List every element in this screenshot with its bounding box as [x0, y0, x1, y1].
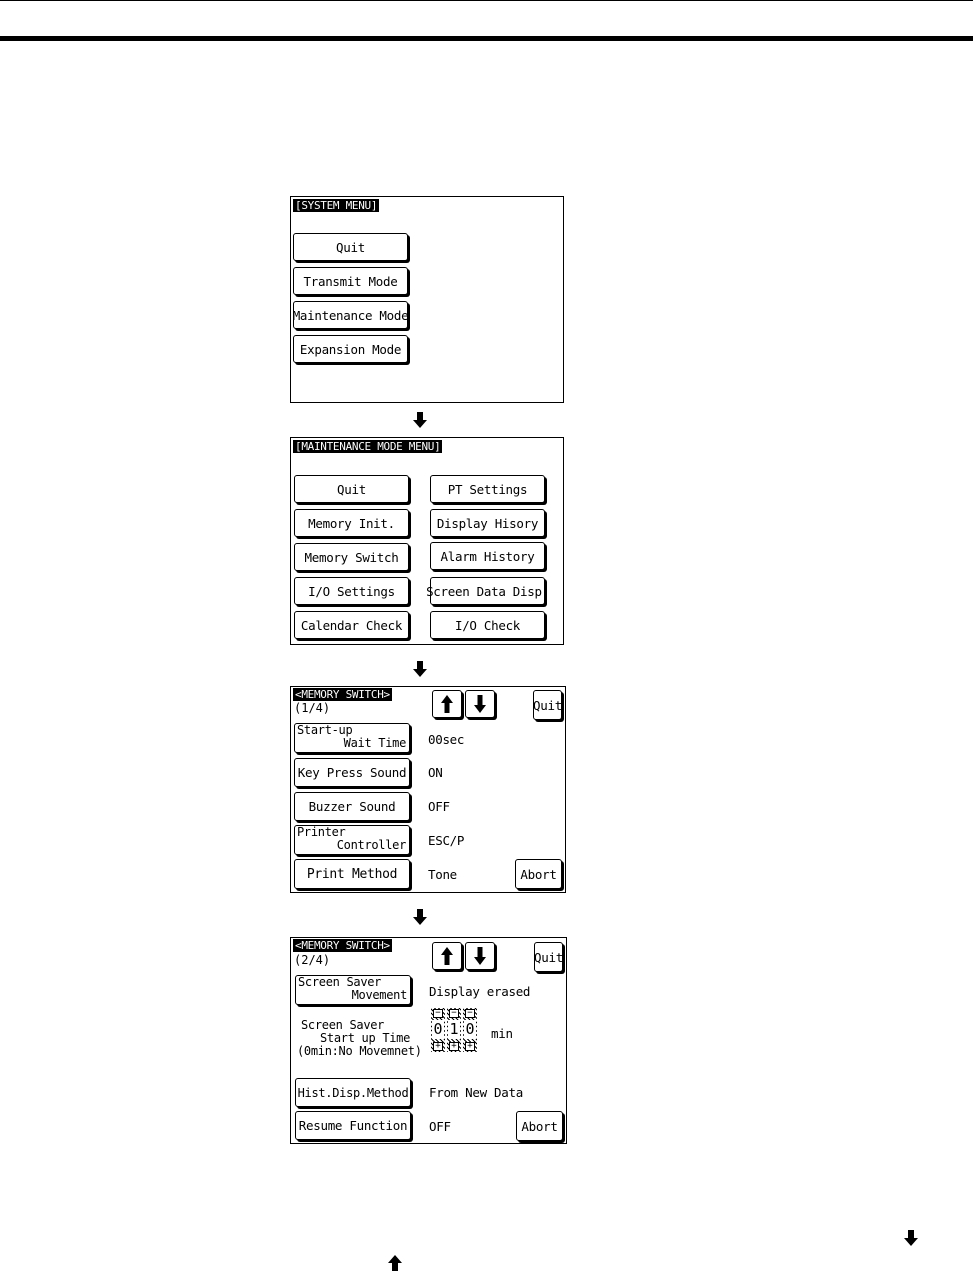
- system-menu-header: [SYSTEM MENU]: [295, 199, 378, 212]
- digit-decrement-button[interactable]: −: [465, 1009, 475, 1018]
- buzzer-sound-button[interactable]: Buzzer Sound: [294, 792, 410, 821]
- digit-column: [447, 1008, 461, 1052]
- printer-controller-button[interactable]: [294, 825, 410, 855]
- resume-function-value: OFF: [429, 1119, 451, 1134]
- pt-settings-button[interactable]: PT Settings: [430, 475, 545, 503]
- page-down-button[interactable]: [465, 942, 495, 970]
- arrow-up-icon: [441, 947, 453, 965]
- transmit-mode-button[interactable]: Transmit Mode: [293, 267, 408, 295]
- digit-increment-button[interactable]: +: [465, 1042, 475, 1051]
- memory-switch-button[interactable]: Memory Switch: [294, 543, 409, 571]
- calendar-check-button[interactable]: Calendar Check: [294, 611, 409, 639]
- key-press-sound-button[interactable]: Key Press Sound: [294, 758, 410, 787]
- arrow-down-icon: [474, 695, 486, 713]
- button-label-line2: Movement: [351, 988, 407, 1002]
- system-menu-screen: [290, 196, 564, 403]
- digit-value: 0: [433, 1020, 443, 1038]
- quit-button[interactable]: Quit: [294, 475, 409, 503]
- io-settings-button[interactable]: I/O Settings: [294, 577, 409, 605]
- start-time-unit: min: [491, 1026, 513, 1041]
- hist-disp-method-button[interactable]: Hist.Disp.Method: [295, 1078, 411, 1107]
- button-label-line2: Wait Time: [343, 736, 406, 750]
- screen-saver-start-label-line1: Screen Saver: [301, 1018, 385, 1032]
- hist-disp-method-value: From New Data: [429, 1085, 523, 1100]
- arrow-up-icon: [441, 695, 453, 713]
- page-indicator: (1/4): [294, 701, 331, 715]
- maintenance-mode-button[interactable]: Maintenance Mode: [293, 301, 408, 329]
- digit-column: [463, 1008, 477, 1052]
- screen-saver-start-label-line2: Start up Time: [320, 1031, 411, 1045]
- button-label-line1: Start-up: [297, 723, 353, 737]
- digit-value: 0: [465, 1020, 475, 1038]
- memory-switch-header: <MEMORY SWITCH>: [295, 939, 390, 952]
- screen-data-disp-button[interactable]: Screen Data Disp.: [430, 577, 545, 605]
- alarm-history-button[interactable]: Alarm History: [430, 542, 545, 570]
- print-method-value: Tone: [428, 867, 457, 882]
- startup-wait-time-value: 00sec: [428, 732, 465, 747]
- flow-arrow-down-icon: [413, 909, 427, 925]
- page-indicator: (2/4): [294, 953, 331, 967]
- screen-saver-movement-button[interactable]: [295, 975, 411, 1005]
- screen-saver-movement-value: Display erased: [429, 984, 531, 999]
- arrow-up-icon: [388, 1255, 402, 1271]
- maintenance-menu-screen: [290, 437, 564, 645]
- quit-button[interactable]: Quit: [534, 942, 563, 972]
- digit-decrement-button[interactable]: −: [433, 1009, 443, 1018]
- arrow-down-icon: [474, 947, 486, 965]
- digit-increment-button[interactable]: +: [433, 1042, 443, 1051]
- top-rule-thick: [0, 36, 973, 41]
- quit-button[interactable]: Quit: [533, 690, 562, 720]
- digit-decrement-button[interactable]: −: [449, 1009, 459, 1018]
- digit-column: [431, 1008, 445, 1052]
- quit-button[interactable]: Quit: [293, 233, 408, 261]
- maintenance-menu-header: [MAINTENANCE MODE MENU]: [295, 440, 441, 453]
- button-label-line1: Printer: [297, 825, 346, 839]
- flow-arrow-down-icon: [413, 412, 427, 428]
- flow-arrow-down-icon: [413, 661, 427, 677]
- button-label-line2: Controller: [336, 838, 406, 852]
- page-up-button[interactable]: [432, 690, 462, 718]
- key-press-sound-value: ON: [428, 765, 443, 780]
- abort-button[interactable]: Abort: [515, 859, 562, 889]
- printer-controller-value: ESC/P: [428, 833, 465, 848]
- io-check-button[interactable]: I/O Check: [430, 611, 545, 639]
- memory-switch-header: <MEMORY SWITCH>: [295, 688, 390, 701]
- page-down-button[interactable]: [465, 690, 495, 718]
- buzzer-sound-value: OFF: [428, 799, 450, 814]
- resume-function-button[interactable]: Resume Function: [295, 1111, 411, 1140]
- memory-switch-page2-screen: [290, 937, 567, 1144]
- expansion-mode-button[interactable]: Expansion Mode: [293, 335, 408, 363]
- top-rule-thin: [0, 0, 973, 1]
- print-method-button[interactable]: Print Method: [294, 859, 410, 889]
- display-history-button[interactable]: Display Hisory: [430, 509, 545, 537]
- digit-value: 1: [449, 1020, 459, 1038]
- memory-switch-page1-screen: [290, 686, 566, 893]
- memory-init-button[interactable]: Memory Init.: [294, 509, 409, 537]
- button-label-line1: Screen Saver: [298, 975, 382, 989]
- arrow-down-icon: [904, 1230, 918, 1246]
- digit-increment-button[interactable]: +: [449, 1042, 459, 1051]
- screen-saver-start-label-line3: (0min:No Movemnet): [297, 1044, 422, 1058]
- start-time-digit-stepper: [431, 1008, 479, 1052]
- abort-button[interactable]: Abort: [516, 1111, 563, 1141]
- startup-wait-time-button[interactable]: [294, 723, 410, 753]
- page-up-button[interactable]: [432, 942, 462, 970]
